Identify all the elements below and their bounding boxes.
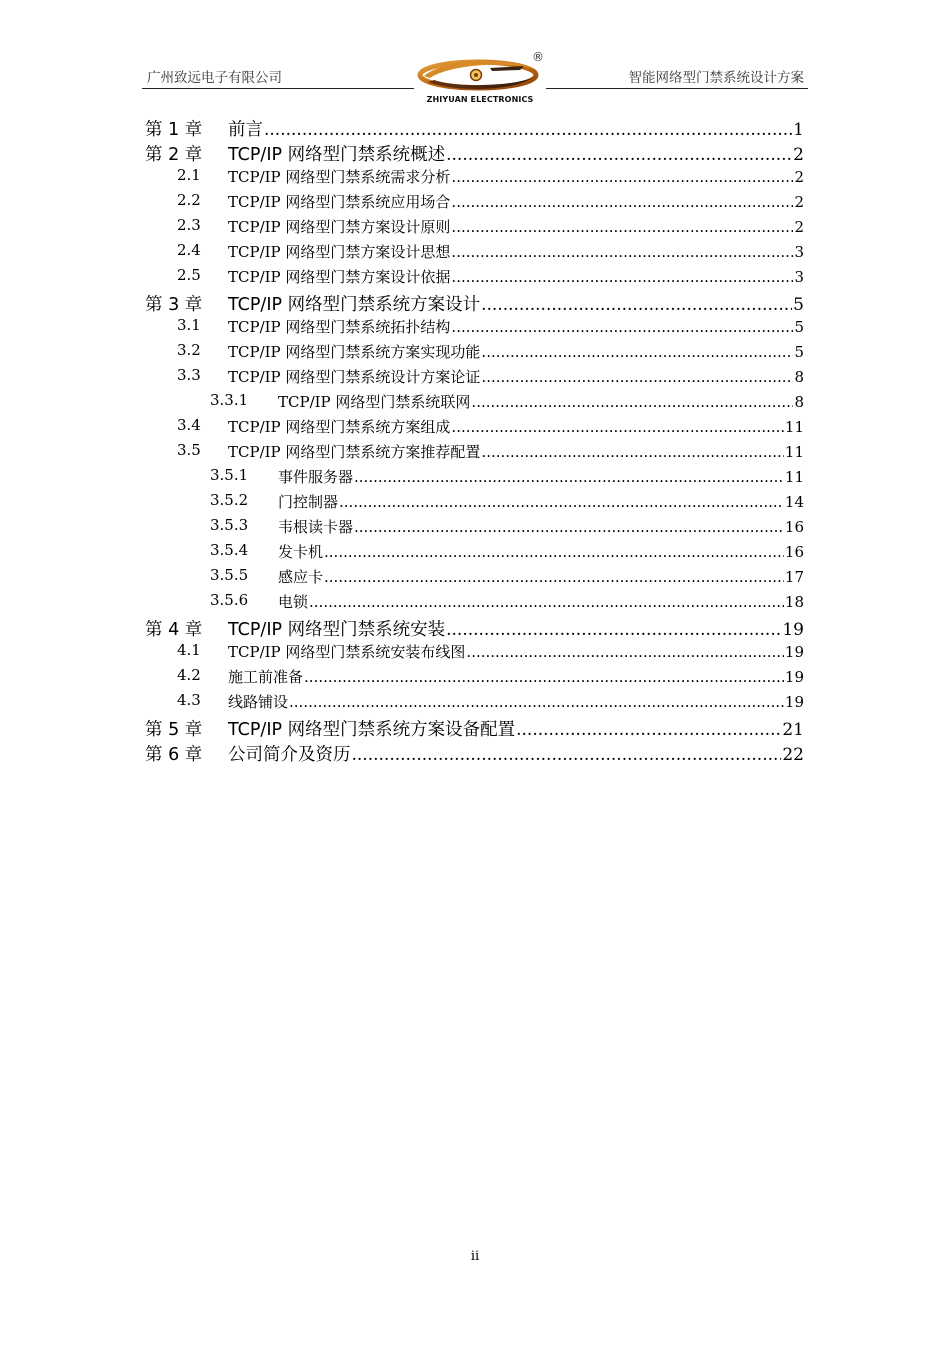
toc-leader-dots: [451, 418, 783, 436]
toc-entry-body: [278, 466, 804, 487]
toc-leader-dots: [451, 193, 793, 211]
toc-entry-title: TCP/IP 网络型门禁方案设计依据: [228, 268, 451, 286]
toc-entry-page: 2: [793, 145, 804, 165]
toc-entry-title: TCP/IP 网络型门禁系统方案组成: [228, 418, 451, 436]
toc-entry-title: 公司简介及资历: [228, 745, 351, 765]
toc-entry[interactable]: [0, 741, 950, 766]
toc-entry[interactable]: [0, 116, 950, 141]
registered-trademark-icon: ®: [532, 50, 544, 64]
toc-leader-dots: [451, 218, 793, 236]
toc-entry-title: TCP/IP 网络型门禁系统拓扑结构: [228, 318, 451, 336]
toc-entry[interactable]: [0, 716, 950, 741]
toc-entry-body: [228, 216, 804, 237]
toc-entry-page: 19: [784, 668, 804, 686]
company-logo: [414, 52, 546, 108]
toc-leader-dots: [352, 745, 782, 765]
toc-entry-title: TCP/IP 网络型门禁方案设计原则: [228, 218, 451, 236]
toc-entry-page: 5: [794, 318, 804, 336]
toc-entry-title: TCP/IP 网络型门禁系统方案设备配置: [228, 720, 516, 740]
toc-entry-body: [278, 541, 804, 562]
toc-entry-page: 21: [782, 720, 804, 740]
toc-leader-dots: [309, 593, 784, 611]
toc-entry-body: [228, 316, 804, 337]
toc-leader-dots: [481, 343, 793, 361]
toc-entry-title: 线路铺设: [228, 693, 289, 711]
toc-entry-body: [228, 291, 804, 316]
toc-entry-page: 11: [784, 468, 804, 486]
toc-entry-number: 4.2: [177, 666, 201, 684]
toc-entry[interactable]: [0, 191, 950, 216]
toc-entry-body: [228, 741, 804, 766]
toc-entry-number: 第 5 章: [145, 720, 203, 740]
toc-entry-body: [228, 616, 804, 641]
toc-leader-dots: [451, 243, 793, 261]
toc-entry-title: 前言: [228, 120, 263, 140]
toc-entry[interactable]: [0, 366, 950, 391]
toc-entry-body: [228, 141, 804, 166]
toc-entry-page: 3: [794, 243, 804, 261]
toc-entry[interactable]: [0, 141, 950, 166]
toc-entry-page: 17: [784, 568, 804, 586]
toc-leader-dots: [446, 145, 792, 165]
toc-entry-page: 8: [794, 368, 804, 386]
toc-leader-dots: [304, 668, 784, 686]
toc-leader-dots: [466, 643, 783, 661]
toc-entry-page: 2: [794, 193, 804, 211]
toc-entry-title: TCP/IP 网络型门禁系统概述: [228, 145, 446, 165]
toc-entry[interactable]: [0, 666, 950, 691]
toc-entry-page: 14: [784, 493, 804, 511]
toc-leader-dots: [339, 493, 784, 511]
toc-entry-number: 2.5: [177, 266, 201, 284]
toc-entry-body: [228, 266, 804, 287]
toc-leader-dots: [516, 720, 781, 740]
toc-entry-page: 19: [784, 643, 804, 661]
toc-entry-body: [228, 341, 804, 362]
toc-entry-title: TCP/IP 网络型门禁方案设计思想: [228, 243, 451, 261]
toc-entry-title: 电锁: [278, 593, 309, 611]
toc-entry-body: [278, 566, 804, 587]
header-company-name: 广州致远电子有限公司: [147, 70, 282, 86]
header-document-title: 智能网络型门禁系统设计方案: [628, 70, 804, 86]
toc-entry-title: TCP/IP 网络型门禁系统方案实现功能: [228, 343, 481, 361]
toc-entry[interactable]: [0, 241, 950, 266]
toc-entry-number: 第 1 章: [145, 120, 203, 140]
toc-entry-title: TCP/IP 网络型门禁系统方案推荐配置: [228, 443, 481, 461]
toc-entry-body: [228, 641, 804, 662]
toc-entry-title: TCP/IP 网络型门禁系统需求分析: [228, 168, 451, 186]
toc-entry-number: 3.5.3: [210, 516, 249, 534]
toc-leader-dots: [289, 693, 784, 711]
toc-entry-page: 11: [784, 418, 804, 436]
toc-entry-number: 3.5.6: [210, 591, 249, 609]
logo-emblem-icon: [414, 52, 546, 96]
toc-entry-page: 22: [782, 745, 804, 765]
toc-entry-page: 19: [784, 693, 804, 711]
toc-entry-number: 3.2: [177, 341, 201, 359]
toc-leader-dots: [324, 568, 784, 586]
toc-entry-page: 19: [782, 620, 804, 640]
toc-entry-number: 第 6 章: [145, 745, 203, 765]
toc-entry-title: 韦根读卡器: [278, 518, 354, 536]
toc-entry-number: 3.5.2: [210, 491, 249, 509]
toc-entry-body: [228, 116, 804, 141]
toc-entry-number: 3.1: [177, 316, 201, 334]
toc-entry-number: 2.4: [177, 241, 201, 259]
toc-entry-body: [228, 166, 804, 187]
toc-entry-page: 16: [784, 518, 804, 536]
toc-entry-number: 第 4 章: [145, 620, 203, 640]
toc-entry-page: 5: [793, 295, 804, 315]
toc-entry-title: TCP/IP 网络型门禁系统安装: [228, 620, 446, 640]
toc-entry[interactable]: [0, 466, 950, 491]
toc-entry[interactable]: [0, 566, 950, 591]
toc-entry-page: 1: [793, 120, 804, 140]
toc-entry[interactable]: [0, 591, 950, 616]
toc-entry[interactable]: [0, 441, 950, 466]
header-rule-right: [546, 88, 808, 89]
toc-leader-dots: [481, 295, 792, 315]
toc-leader-dots: [471, 393, 793, 411]
toc-entry-body: [278, 491, 804, 512]
toc-entry-number: 2.2: [177, 191, 201, 209]
toc-leader-dots: [481, 443, 783, 461]
toc-leader-dots: [354, 518, 784, 536]
footer-page-number: ii: [470, 1249, 480, 1264]
toc-entry-title: 感应卡: [278, 568, 324, 586]
toc-entry-body: [228, 366, 804, 387]
toc-entry-page: 16: [784, 543, 804, 561]
toc-entry-number: 3.5: [177, 441, 201, 459]
toc-entry-body: [228, 666, 804, 687]
toc-entry[interactable]: [0, 691, 950, 716]
toc-leader-dots: [264, 120, 792, 140]
toc-entry-body: [228, 416, 804, 437]
toc-entry-page: 11: [784, 443, 804, 461]
toc-entry-number: 第 3 章: [145, 295, 203, 315]
toc-entry-title: TCP/IP 网络型门禁系统应用场合: [228, 193, 451, 211]
toc-entry-page: 2: [794, 218, 804, 236]
toc-entry-title: 发卡机: [278, 543, 324, 561]
toc-entry-body: [278, 391, 804, 412]
toc-entry[interactable]: [0, 166, 950, 191]
toc-entry-number: 2.1: [177, 166, 201, 184]
toc-entry-body: [228, 716, 804, 741]
toc-entry-page: 8: [794, 393, 804, 411]
toc-entry-number: 4.3: [177, 691, 201, 709]
toc-entry-body: [228, 191, 804, 212]
toc-leader-dots: [446, 620, 781, 640]
toc-entry-body: [228, 241, 804, 262]
toc-entry-body: [278, 516, 804, 537]
toc-entry-number: 3.5.4: [210, 541, 249, 559]
toc-leader-dots: [324, 543, 784, 561]
toc-entry-title: 施工前准备: [228, 668, 304, 686]
toc-entry-number: 2.3: [177, 216, 201, 234]
toc-entry-title: TCP/IP 网络型门禁系统安装布线图: [228, 643, 466, 661]
toc-entry-number: 3.3: [177, 366, 201, 384]
toc-entry[interactable]: [0, 491, 950, 516]
toc-entry-number: 3.4: [177, 416, 201, 434]
toc-entry-body: [228, 691, 804, 712]
toc-entry[interactable]: [0, 416, 950, 441]
toc-entry-title: TCP/IP 网络型门禁系统联网: [278, 393, 471, 411]
toc-entry-number: 4.1: [177, 641, 201, 659]
toc-entry-page: 2: [794, 168, 804, 186]
toc-leader-dots: [354, 468, 784, 486]
toc-entry-body: [278, 591, 804, 612]
toc-entry-number: 第 2 章: [145, 145, 203, 165]
toc-entry-body: [228, 441, 804, 462]
toc-leader-dots: [451, 168, 793, 186]
toc-entry-page: 5: [794, 343, 804, 361]
toc-entry[interactable]: [0, 541, 950, 566]
toc-entry[interactable]: [0, 516, 950, 541]
toc-entry-number: 3.3.1: [210, 391, 249, 409]
header-rule-left: [142, 88, 414, 89]
toc-entry[interactable]: [0, 216, 950, 241]
toc-entry[interactable]: [0, 641, 950, 666]
toc-entry[interactable]: [0, 266, 950, 291]
toc-entry[interactable]: [0, 391, 950, 416]
toc-leader-dots: [481, 368, 793, 386]
toc-leader-dots: [451, 268, 793, 286]
toc-entry-title: 事件服务器: [278, 468, 354, 486]
toc-entry-number: 3.5.1: [210, 466, 249, 484]
toc-entry[interactable]: [0, 616, 950, 641]
page-header: [0, 0, 950, 110]
toc-entry-title: 门控制器: [278, 493, 339, 511]
toc-entry[interactable]: [0, 291, 950, 316]
toc-entry-number: 3.5.5: [210, 566, 249, 584]
toc-entry-page: 3: [794, 268, 804, 286]
toc-entry-page: 18: [784, 593, 804, 611]
toc-entry-title: TCP/IP 网络型门禁系统设计方案论证: [228, 368, 481, 386]
logo-wordmark: ZHIYUAN ELECTRONICS: [426, 95, 534, 104]
toc-entry[interactable]: [0, 316, 950, 341]
toc-leader-dots: [451, 318, 793, 336]
toc-entry-title: TCP/IP 网络型门禁系统方案设计: [228, 295, 481, 315]
toc-entry[interactable]: [0, 341, 950, 366]
